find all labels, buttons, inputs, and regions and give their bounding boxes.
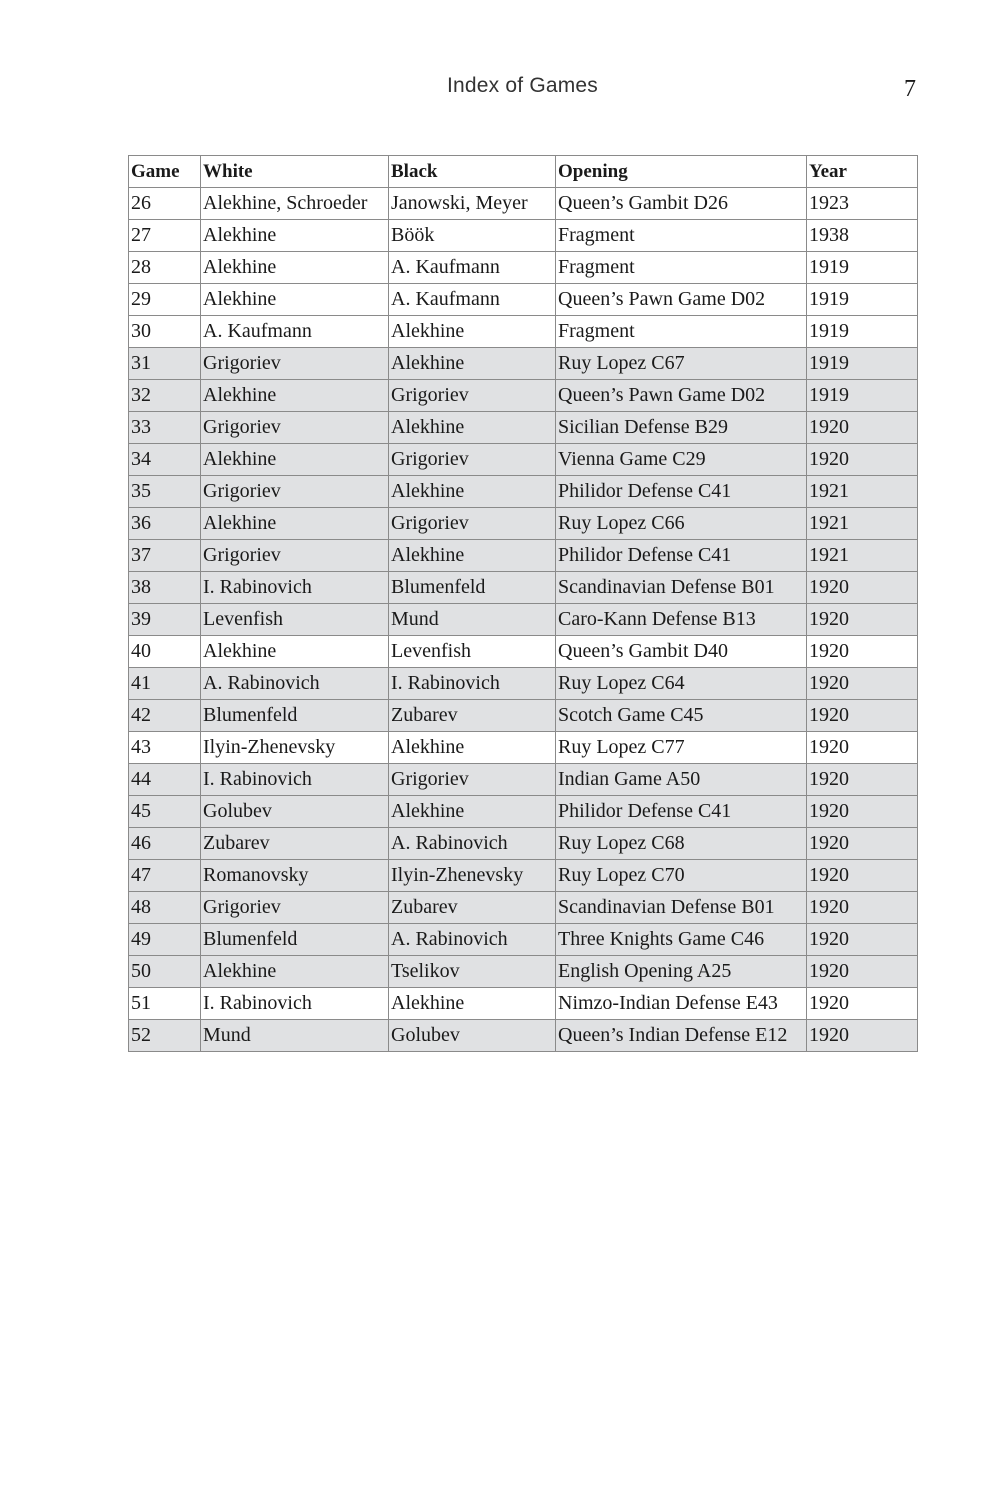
cell-black: Böök: [389, 220, 556, 252]
cell-black: Alekhine: [389, 796, 556, 828]
cell-white: Grigoriev: [201, 412, 389, 444]
cell-white: A. Rabinovich: [201, 668, 389, 700]
cell-black: Alekhine: [389, 732, 556, 764]
cell-game: 45: [129, 796, 201, 828]
cell-year: 1920: [807, 828, 918, 860]
cell-game: 39: [129, 604, 201, 636]
column-header-opening: Opening: [556, 156, 807, 188]
cell-game: 34: [129, 444, 201, 476]
column-header-game: Game: [129, 156, 201, 188]
cell-white: Romanovsky: [201, 860, 389, 892]
cell-white: I. Rabinovich: [201, 988, 389, 1020]
cell-year: 1938: [807, 220, 918, 252]
table-row: [129, 220, 918, 252]
cell-year: 1921: [807, 540, 918, 572]
cell-year: 1920: [807, 892, 918, 924]
cell-game: 38: [129, 572, 201, 604]
cell-opening: Fragment: [556, 252, 807, 284]
cell-black: Grigoriev: [389, 764, 556, 796]
cell-black: Mund: [389, 604, 556, 636]
table-row: [129, 572, 918, 604]
table-row: [129, 252, 918, 284]
cell-year: 1920: [807, 956, 918, 988]
cell-black: Alekhine: [389, 348, 556, 380]
table-row: [129, 924, 918, 956]
cell-opening: Three Knights Game C46: [556, 924, 807, 956]
cell-white: A. Kaufmann: [201, 316, 389, 348]
cell-game: 46: [129, 828, 201, 860]
cell-white: Alekhine: [201, 956, 389, 988]
cell-black: Golubev: [389, 1020, 556, 1052]
cell-game: 47: [129, 860, 201, 892]
table-header-row: [129, 156, 918, 188]
cell-game: 52: [129, 1020, 201, 1052]
cell-year: 1920: [807, 572, 918, 604]
cell-opening: Ruy Lopez C68: [556, 828, 807, 860]
table-row: [129, 476, 918, 508]
cell-black: Grigoriev: [389, 380, 556, 412]
cell-white: Grigoriev: [201, 348, 389, 380]
table-row: [129, 636, 918, 668]
cell-white: Grigoriev: [201, 892, 389, 924]
cell-white: Ilyin-Zhenevsky: [201, 732, 389, 764]
cell-black: Alekhine: [389, 316, 556, 348]
cell-white: Blumenfeld: [201, 700, 389, 732]
cell-game: 36: [129, 508, 201, 540]
cell-opening: Ruy Lopez C77: [556, 732, 807, 764]
cell-game: 27: [129, 220, 201, 252]
cell-game: 31: [129, 348, 201, 380]
cell-black: Zubarev: [389, 892, 556, 924]
cell-black: Ilyin-Zhenevsky: [389, 860, 556, 892]
cell-opening: Vienna Game C29: [556, 444, 807, 476]
cell-year: 1920: [807, 860, 918, 892]
table-row: [129, 444, 918, 476]
cell-black: Alekhine: [389, 988, 556, 1020]
cell-white: Alekhine, Schroeder: [201, 188, 389, 220]
page-number: 7: [904, 76, 916, 102]
cell-black: Alekhine: [389, 476, 556, 508]
cell-game: 50: [129, 956, 201, 988]
table-row: [129, 316, 918, 348]
cell-black: Alekhine: [389, 412, 556, 444]
cell-opening: Philidor Defense C41: [556, 540, 807, 572]
cell-black: A. Kaufmann: [389, 252, 556, 284]
cell-game: 42: [129, 700, 201, 732]
cell-white: Golubev: [201, 796, 389, 828]
cell-game: 48: [129, 892, 201, 924]
cell-year: 1920: [807, 668, 918, 700]
cell-opening: Scandinavian Defense B01: [556, 892, 807, 924]
running-head-title: Index of Games: [446, 74, 599, 97]
cell-game: 30: [129, 316, 201, 348]
table-row: [129, 860, 918, 892]
cell-opening: Queen’s Gambit D40: [556, 636, 807, 668]
cell-game: 28: [129, 252, 201, 284]
cell-year: 1920: [807, 636, 918, 668]
cell-game: 37: [129, 540, 201, 572]
cell-opening: Sicilian Defense B29: [556, 412, 807, 444]
table-row: [129, 956, 918, 988]
cell-year: 1921: [807, 476, 918, 508]
cell-white: Levenfish: [201, 604, 389, 636]
cell-opening: Queen’s Gambit D26: [556, 188, 807, 220]
cell-opening: Fragment: [556, 220, 807, 252]
table-row: [129, 604, 918, 636]
cell-opening: Scotch Game C45: [556, 700, 807, 732]
cell-opening: Philidor Defense C41: [556, 476, 807, 508]
table-row: [129, 700, 918, 732]
cell-year: 1919: [807, 284, 918, 316]
table-row: [129, 796, 918, 828]
cell-year: 1920: [807, 796, 918, 828]
cell-opening: English Opening A25: [556, 956, 807, 988]
table-row: [129, 540, 918, 572]
cell-game: 41: [129, 668, 201, 700]
cell-game: 29: [129, 284, 201, 316]
cell-black: I. Rabinovich: [389, 668, 556, 700]
table-row: [129, 348, 918, 380]
cell-black: Levenfish: [389, 636, 556, 668]
table-row: [129, 828, 918, 860]
cell-year: 1920: [807, 412, 918, 444]
cell-game: 32: [129, 380, 201, 412]
table-row: [129, 284, 918, 316]
cell-opening: Ruy Lopez C64: [556, 668, 807, 700]
table-row: [129, 732, 918, 764]
cell-white: Alekhine: [201, 444, 389, 476]
cell-opening: Nimzo-Indian Defense E43: [556, 988, 807, 1020]
cell-year: 1920: [807, 1020, 918, 1052]
table-row: [129, 892, 918, 924]
cell-white: I. Rabinovich: [201, 764, 389, 796]
column-header-black: Black: [389, 156, 556, 188]
cell-opening: Ruy Lopez C66: [556, 508, 807, 540]
cell-white: Alekhine: [201, 508, 389, 540]
cell-year: 1920: [807, 764, 918, 796]
column-header-white: White: [201, 156, 389, 188]
column-header-year: Year: [807, 156, 918, 188]
cell-year: 1919: [807, 252, 918, 284]
table-row: [129, 668, 918, 700]
cell-year: 1919: [807, 316, 918, 348]
cell-black: A. Kaufmann: [389, 284, 556, 316]
cell-year: 1920: [807, 700, 918, 732]
cell-white: I. Rabinovich: [201, 572, 389, 604]
cell-game: 51: [129, 988, 201, 1020]
table-row: [129, 764, 918, 796]
cell-black: A. Rabinovich: [389, 828, 556, 860]
cell-black: Janowski, Meyer: [389, 188, 556, 220]
cell-year: 1920: [807, 988, 918, 1020]
table-row: [129, 508, 918, 540]
cell-black: Grigoriev: [389, 444, 556, 476]
cell-opening: Philidor Defense C41: [556, 796, 807, 828]
cell-year: 1919: [807, 348, 918, 380]
cell-black: A. Rabinovich: [389, 924, 556, 956]
games-index-table: [128, 155, 918, 1052]
cell-year: 1920: [807, 604, 918, 636]
cell-game: 26: [129, 188, 201, 220]
cell-year: 1920: [807, 924, 918, 956]
cell-black: Grigoriev: [389, 508, 556, 540]
cell-game: 40: [129, 636, 201, 668]
cell-white: Grigoriev: [201, 476, 389, 508]
cell-game: 49: [129, 924, 201, 956]
cell-opening: Queen’s Pawn Game D02: [556, 380, 807, 412]
cell-white: Grigoriev: [201, 540, 389, 572]
cell-year: 1919: [807, 380, 918, 412]
cell-opening: Ruy Lopez C67: [556, 348, 807, 380]
cell-black: Alekhine: [389, 540, 556, 572]
table-body: [129, 188, 918, 1052]
cell-white: Blumenfeld: [201, 924, 389, 956]
cell-opening: Caro-Kann Defense B13: [556, 604, 807, 636]
cell-opening: Fragment: [556, 316, 807, 348]
table-row: [129, 380, 918, 412]
cell-white: Alekhine: [201, 220, 389, 252]
cell-year: 1923: [807, 188, 918, 220]
table-row: [129, 988, 918, 1020]
cell-white: Mund: [201, 1020, 389, 1052]
cell-game: 33: [129, 412, 201, 444]
cell-white: Alekhine: [201, 252, 389, 284]
cell-year: 1921: [807, 508, 918, 540]
cell-black: Zubarev: [389, 700, 556, 732]
cell-year: 1920: [807, 732, 918, 764]
cell-opening: Queen’s Pawn Game D02: [556, 284, 807, 316]
table-row: [129, 188, 918, 220]
cell-white: Alekhine: [201, 636, 389, 668]
cell-opening: Scandinavian Defense B01: [556, 572, 807, 604]
cell-year: 1920: [807, 444, 918, 476]
cell-game: 43: [129, 732, 201, 764]
cell-white: Alekhine: [201, 284, 389, 316]
cell-game: 35: [129, 476, 201, 508]
cell-opening: Queen’s Indian Defense E12: [556, 1020, 807, 1052]
cell-white: Zubarev: [201, 828, 389, 860]
cell-white: Alekhine: [201, 380, 389, 412]
table-row: [129, 412, 918, 444]
cell-black: Tselikov: [389, 956, 556, 988]
cell-black: Blumenfeld: [389, 572, 556, 604]
table-row: [129, 1020, 918, 1052]
cell-opening: Indian Game A50: [556, 764, 807, 796]
cell-game: 44: [129, 764, 201, 796]
cell-opening: Ruy Lopez C70: [556, 860, 807, 892]
